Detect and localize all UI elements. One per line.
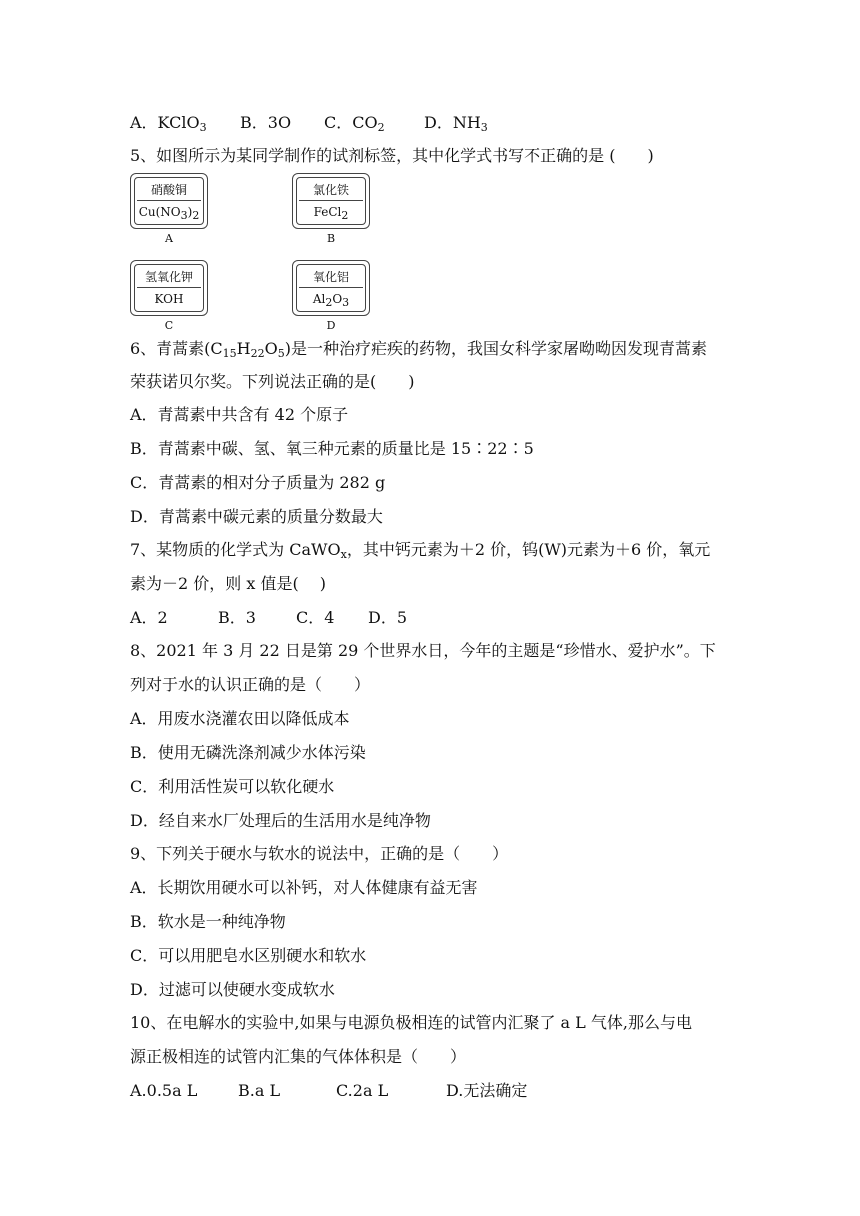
label-c-formula: KOH bbox=[154, 292, 184, 306]
q8-option-a: A．用废水浇灌农田以降低成本 bbox=[130, 709, 350, 728]
q9-stem: 9、下列关于硬水与软水的说法中，正确的是（ ） bbox=[130, 844, 509, 863]
q7-stem-line2: 素为－2 价，则 x 值是( ) bbox=[130, 574, 327, 593]
q6-option-b: B．青蒿素中碳、氢、氧三种元素的质量比是 15∶22∶5 bbox=[130, 439, 534, 458]
label-a-formula: $Cu(NO_3)_2$ bbox=[138, 205, 200, 222]
q6-option-a: A．青蒿素中共含有 42 个原子 bbox=[130, 405, 349, 424]
q8-stem-line2: 列对于水的认识正确的是（ ） bbox=[130, 675, 371, 694]
label-b-letter: B bbox=[326, 232, 336, 245]
q5-stem: 5、如图所示为某同学制作的试剂标签，其中化学式书写不正确的是 ( ) bbox=[130, 146, 654, 165]
q7-option-b: B．3 bbox=[218, 608, 256, 627]
label-a-letter: A bbox=[165, 232, 173, 245]
q4-option-b: B．3O bbox=[240, 113, 292, 132]
q10-option-d: D.无法确定 bbox=[446, 1081, 528, 1100]
label-b-formula: FeCl$_2$ bbox=[313, 205, 349, 222]
q7-option-d: D．5 bbox=[368, 608, 408, 627]
q10-option-c: C.2a L bbox=[336, 1081, 389, 1100]
q7-stem-line1: 7、某物质的化学式为 CaWO$_x$，其中钙元素为＋2 价，钨(W)元素为＋6 价，氧元 bbox=[130, 540, 711, 561]
label-c-name: 氢氧化钾 bbox=[144, 270, 193, 284]
q7-options bbox=[130, 608, 407, 628]
label-d-letter: D bbox=[326, 319, 336, 332]
q4-option-c: C．$CO_2$ bbox=[324, 113, 385, 134]
q10-option-b: B.a L bbox=[238, 1081, 281, 1100]
q8-option-d: D．经自来水厂处理后的生活用水是纯净物 bbox=[130, 811, 431, 830]
q6-option-c: C．青蒿素的相对分子质量为 282 g bbox=[130, 473, 386, 492]
reagent-label-a bbox=[130, 173, 208, 229]
q9-option-a: A．长期饮用硬水可以补钙，对人体健康有益无害 bbox=[130, 878, 478, 897]
q9-option-b: B．软水是一种纯净物 bbox=[130, 912, 286, 931]
q10-option-a: A.0.5a L bbox=[130, 1081, 198, 1100]
label-c-letter: C bbox=[164, 319, 174, 332]
label-a-name: 硝酸铜 bbox=[150, 183, 187, 197]
q10-stem-line2: 源正极相连的试管内汇集的气体体积是（ ） bbox=[130, 1047, 467, 1066]
q10-stem-line1: 10、在电解水的实验中,如果与电源负极相连的试管内汇聚了 a L 气体,那么与电 bbox=[130, 1013, 692, 1032]
q7-option-c: C．4 bbox=[296, 608, 335, 627]
q6-stem-line1: 6、青蒿素$(C_{15}H_{22}O_5)$是一种治疗疟疾的药物，我国女科学家屠呦呦因发现青蒿素 bbox=[130, 339, 707, 360]
q6-option-d: D．青蒿素中碳元素的质量分数最大 bbox=[130, 507, 383, 526]
q9-option-c: C．可以用肥皂水区别硬水和软水 bbox=[130, 946, 367, 965]
label-d-name: 氧化铝 bbox=[312, 270, 349, 284]
label-d-formula: $Al_2O_3$ bbox=[312, 292, 350, 309]
reagent-label-b bbox=[292, 173, 370, 229]
q10-options bbox=[130, 1081, 527, 1101]
q9-option-d: D．过滤可以使硬水变成软水 bbox=[130, 980, 335, 999]
q4-options bbox=[130, 113, 488, 133]
reagent-label-c bbox=[130, 260, 208, 316]
label-b-name: 氯化铁 bbox=[312, 183, 349, 197]
q4-option-d: D．$NH_3$ bbox=[424, 113, 488, 134]
q4-option-a: A．KClO$_3$ bbox=[130, 113, 207, 134]
reagent-label-d bbox=[292, 260, 370, 316]
q8-option-b: B．使用无磷洗涤剂减少水体污染 bbox=[130, 743, 366, 762]
q6-stem-line2: 荣获诺贝尔奖。下列说法正确的是( ) bbox=[130, 372, 415, 391]
q8-option-c: C．利用活性炭可以软化硬水 bbox=[130, 777, 335, 796]
q8-stem-line1: 8、2021 年 3 月 22 日是第 29 个世界水日，今年的主题是“珍惜水、爱护水”。下 bbox=[130, 641, 716, 660]
q7-option-a: A．2 bbox=[130, 608, 168, 627]
